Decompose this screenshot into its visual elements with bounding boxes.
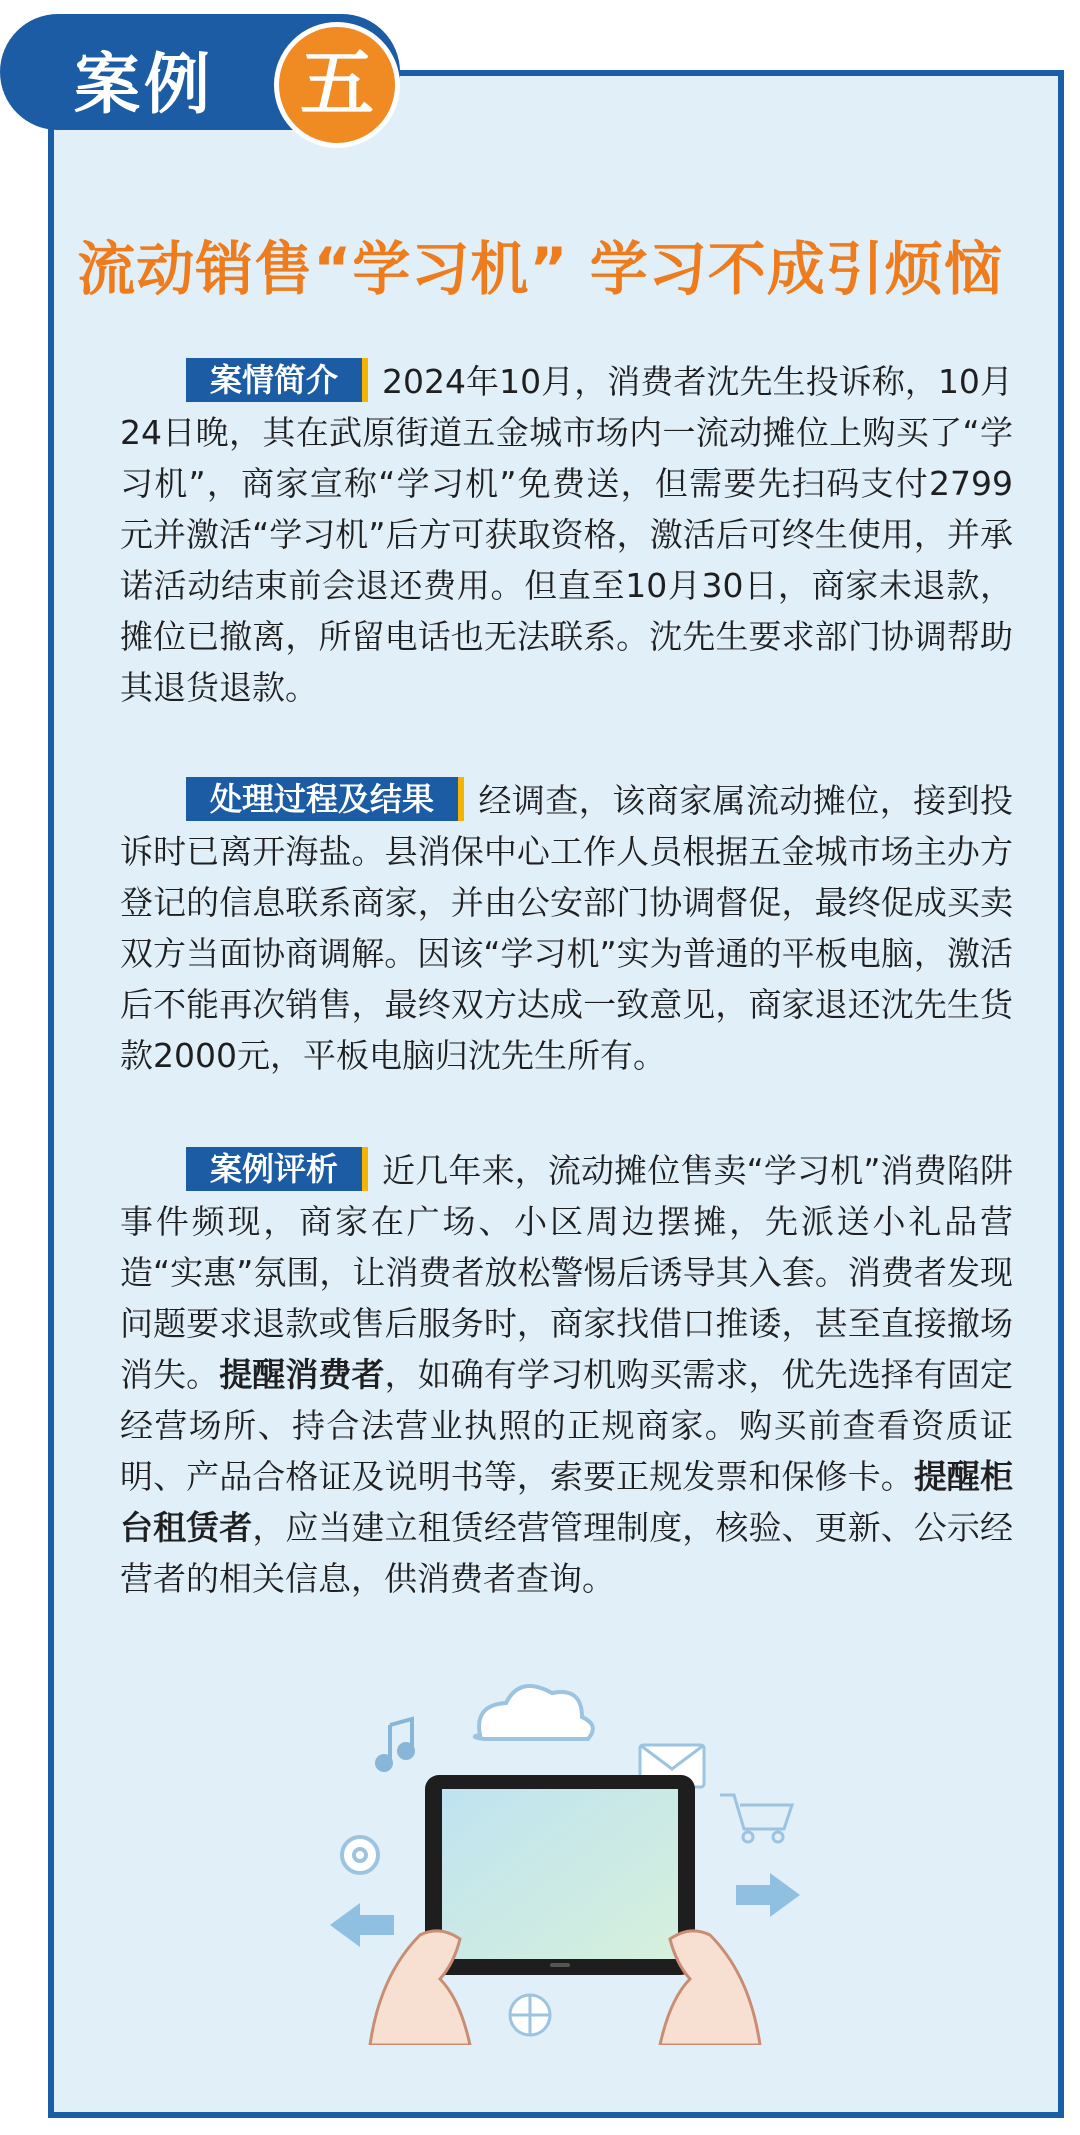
section-text: 经调查，该商家属流动摊位，接到投诉时已离开海盐。县消保中心工作人员根据五金城市场主办方登记的信息联系商家，并由公安部门协调督促，最终促成买卖双方当面协商调解。因该“学习机”实为普通的平板电脑，激活后不能再次销售，最终双方达成一致意见，商家退还沈先生货款2000元，平板电脑归沈先生所有。 bbox=[120, 781, 1013, 1075]
section-text: 2024年10月，消费者沈先生投诉称，10月24日晚，其在武原街道五金城市场内一流动摊位上购买了“学习机”，商家宣称“学习机”免费送，但需要先扫码支付2799元并激活“学习机”后方可获取资格，激活后可终生使用，并承诺活动结束前会退还费用。但直至10月30日，商家未退款，摊位已撤离，所留电话也无法联系。沈先生要求部门协调帮助其退货退款。 bbox=[120, 362, 1013, 707]
cart-icon bbox=[720, 1795, 792, 1842]
music-icon bbox=[377, 1719, 413, 1770]
section-text: 近几年来，流动摊位售卖“学习机”消费陷阱事件频现，商家在广场、小区周边摆摊，先派送小礼品营造“实惠”氛围，让消费者放松警惕后诱导其入套。消费者发现问题要求退款或售后服务时，商家找借口推诿，甚至直接撤场消失。 bbox=[120, 1151, 1013, 1394]
tablet-icon bbox=[425, 1775, 695, 1975]
case-label: 案例 bbox=[74, 46, 214, 123]
section-case-summary bbox=[120, 356, 1013, 713]
case-header bbox=[0, 14, 400, 130]
cloud-icon bbox=[475, 1686, 593, 1739]
tablet-illustration bbox=[330, 1665, 800, 2045]
gear-icon bbox=[342, 1837, 378, 1873]
section-tag: 处理过程及结果 bbox=[186, 777, 464, 821]
section-handling-result bbox=[120, 775, 1013, 1081]
reminder-consumers: 提醒消费者 bbox=[219, 1355, 385, 1394]
section-text: ，应当建立租赁经营管理制度，核验、更新、公示经营者的相关信息，供消费者查询。 bbox=[120, 1508, 1014, 1598]
section-tag: 案例评析 bbox=[186, 1147, 368, 1191]
section-text: ，如确有学习机购买需求，优先选择有固定经营场所、持合法营业执照的正规商家。购买前查看资质证明、产品合格证及说明书等，索要正规发票和保修卡。 bbox=[120, 1355, 1014, 1496]
section-case-analysis bbox=[120, 1145, 1013, 1604]
section-tag: 案情简介 bbox=[186, 358, 368, 402]
case-number-badge: 五 bbox=[274, 22, 400, 148]
reminder-counter-lessors: 提醒柜台租赁者 bbox=[120, 1457, 1014, 1547]
globe-icon bbox=[510, 1995, 550, 2035]
case-title: 流动销售“学习机” 学习不成引烦恼 bbox=[77, 235, 1003, 303]
